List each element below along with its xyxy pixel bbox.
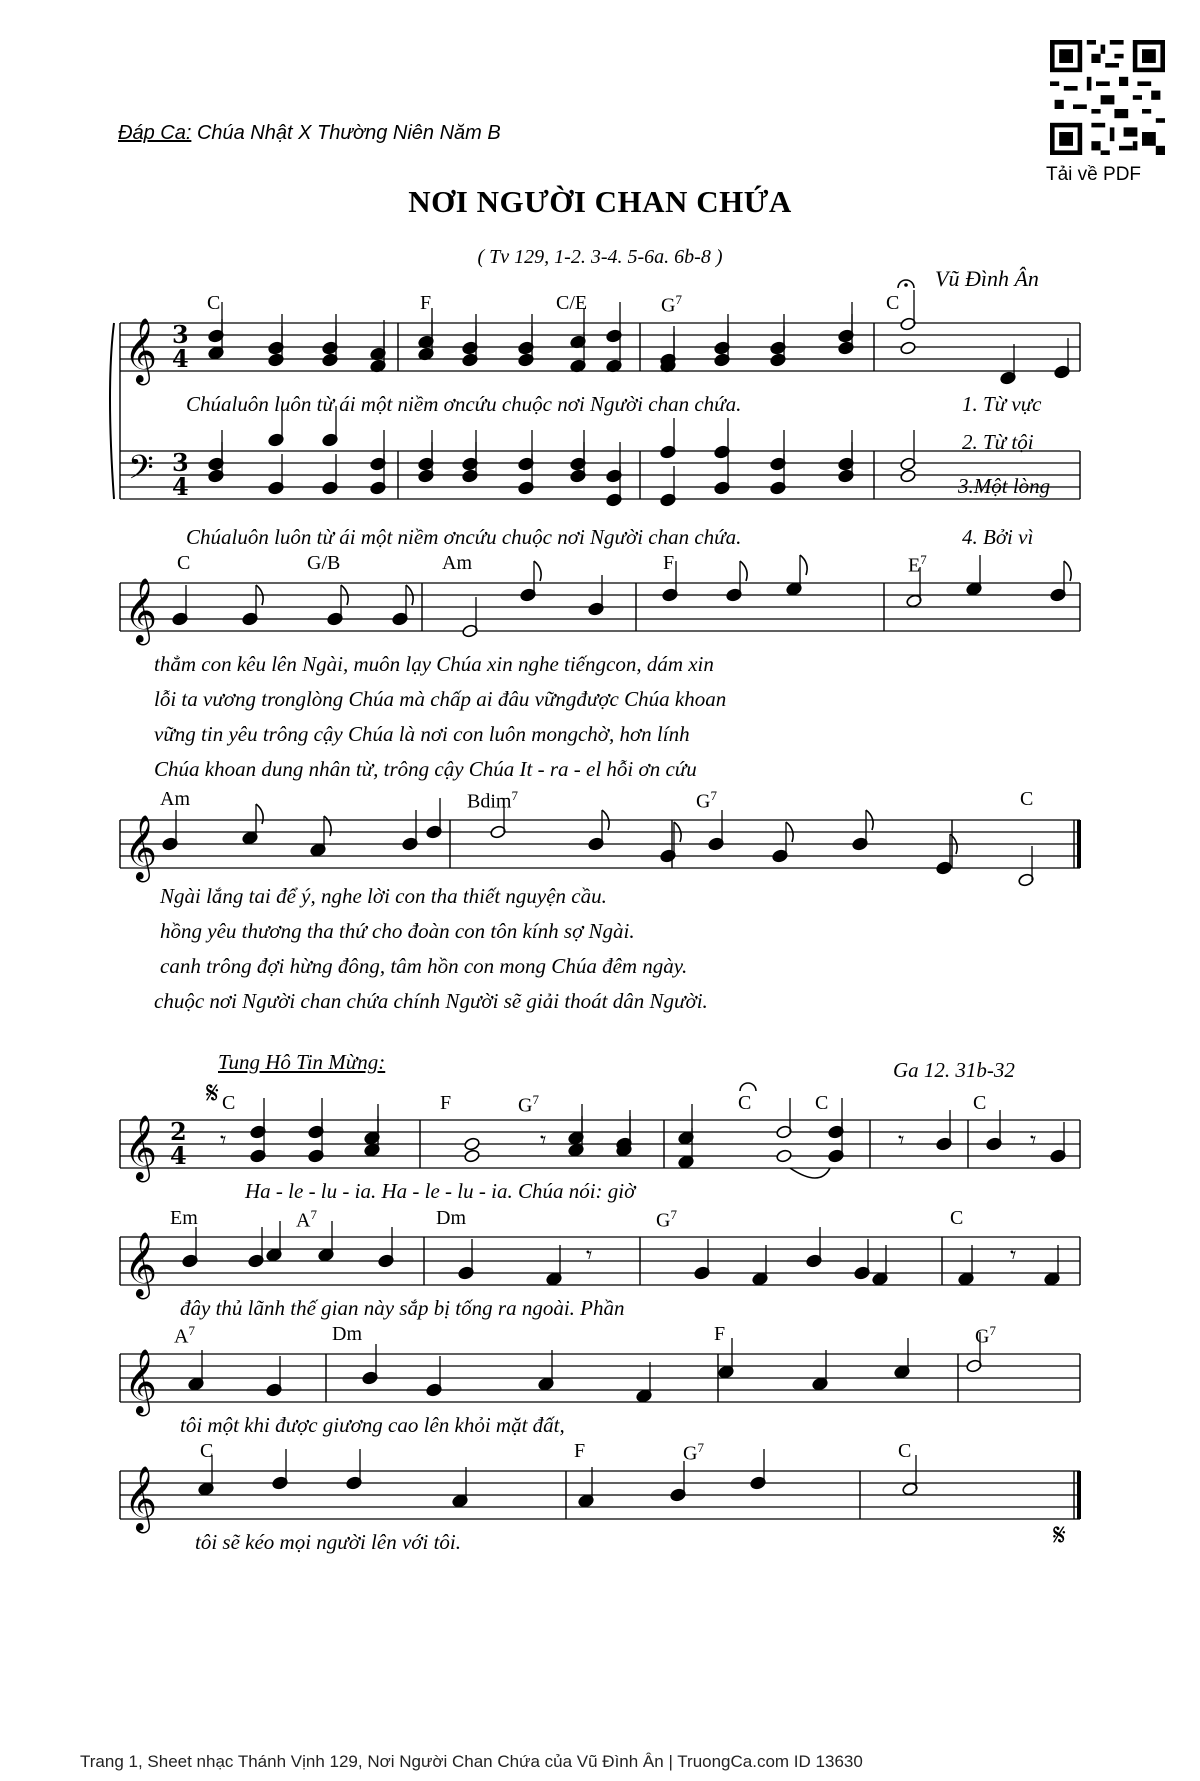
eighth-rest-icon: 𝄾 [220, 1126, 227, 1154]
subtitle-label: Đáp Ca: [118, 122, 192, 144]
treble-clef-icon: 𝄞 [124, 318, 158, 383]
segno-icon: 𝄋 [1053, 1518, 1066, 1553]
verse3-start: 3.Một lòng [958, 474, 1051, 498]
time-signature: 3 [172, 448, 189, 477]
system3-lyric-line: hồng yêu thương tha thứ cho đoàn con tôn kính sợ Ngài. [160, 919, 635, 943]
chord-symbol: $A^7$ [296, 1207, 317, 1232]
chord-symbol: $G^7$ [683, 1440, 704, 1465]
note-flag [1064, 561, 1071, 581]
verse4-start: 4. Bởi vì [962, 525, 1034, 549]
chord-symbol: F [663, 552, 675, 574]
chord-symbol: C [177, 552, 191, 574]
chord-symbol: Am [160, 788, 190, 810]
verse1-start: 1. Từ vực [962, 392, 1042, 416]
note-flag [800, 555, 807, 575]
gospel-system1-lyrics: Ha - le - lu - ia. Ha - le - lu - ia. Chúa nói: giờ [245, 1179, 636, 1203]
final-bar-line [1077, 1471, 1081, 1519]
system2-lyric-line: Chúa khoan dung nhân từ, trông cậy Chúa It - ra - el hỗi ơn cứu [154, 757, 697, 781]
time-signature: 2 [170, 1117, 187, 1146]
chord-symbol: Em [170, 1207, 198, 1229]
treble-clef-icon: 𝄞 [124, 1232, 158, 1297]
system3-lyric-line: Ngài lắng tai để ý, nghe lời con tha thiết nguyện cầu. [160, 884, 607, 908]
chord-symbol: F [440, 1092, 452, 1114]
chord-symbol: F [714, 1323, 726, 1345]
time-signature: 4 [170, 1141, 187, 1170]
system2-lyric-line: vững tin yêu trông cậy Chúa là nơi con luôn mongchờ, hơn lính [154, 722, 690, 746]
eighth-rest-icon: 𝄾 [540, 1126, 547, 1154]
chord-symbol: $G^7$ [518, 1092, 539, 1117]
chord-symbol: $G^7$ [975, 1323, 996, 1348]
chord-symbol: C [222, 1092, 236, 1114]
eighth-rest-icon: 𝄾 [586, 1241, 593, 1269]
treble-clef-icon: 𝄞 [124, 1349, 158, 1414]
note-head [464, 1137, 481, 1151]
chord-symbol: C [973, 1092, 987, 1114]
psalm-reference: ( Tv 129, 1-2. 3-4. 5-6a. 6b-8 ) [477, 246, 723, 268]
chord-symbol: G/B [307, 552, 341, 574]
system2-lyric-line: lỗi ta vương tronglòng Chúa mà chấp ai đâu vữngđược Chúa khoan [154, 687, 727, 711]
chord-symbol: $G^7$ [696, 788, 717, 813]
chord-symbol: F [420, 292, 432, 314]
gospel-system3-lyrics: tôi một khi được giương cao lên khỏi mặt đất, [180, 1413, 565, 1437]
verse2-start: 2. Từ tội [962, 430, 1034, 454]
time-signature: 3 [172, 320, 189, 349]
time-signature: 4 [172, 344, 189, 373]
chord-symbol: C [950, 1207, 964, 1229]
chord-symbol: C [898, 1440, 912, 1462]
note-flag [740, 561, 747, 581]
treble-clef-icon: 𝄞 [124, 1115, 158, 1180]
treble-clef-icon: 𝄞 [124, 1466, 158, 1531]
chord-symbol: $A^7$ [174, 1323, 195, 1348]
gospel-system4-lyrics: tôi sẽ kéo mọi người lên với tôi. [195, 1530, 461, 1554]
note-head [776, 1149, 793, 1163]
eighth-rest-icon: 𝄾 [1030, 1126, 1037, 1154]
gospel-system2-lyrics: đây thủ lãnh thế gian này sắp bị tống ra ngoài. Phần [180, 1296, 625, 1320]
chord-symbol: Dm [332, 1323, 362, 1345]
chord-symbol: C [200, 1440, 214, 1462]
chord-symbol: $E^7$ [908, 552, 927, 577]
bass-clef-icon: 𝄢 [128, 449, 154, 495]
song-title: NƠI NGƯỜI CHAN CHỨA [408, 184, 792, 219]
treble-clef-icon: 𝄞 [124, 578, 158, 643]
system1-treble-lyrics: Chúaluôn luôn từ ái một niềm ơncứu chuộc nơi Người chan chứa. [186, 392, 742, 416]
composer-name: Vũ Đình Ân [935, 266, 1039, 291]
download-pdf-link[interactable]: Tải về PDF [1046, 164, 1142, 185]
chord-symbol: Dm [436, 1207, 466, 1229]
chord-symbol: C [738, 1092, 752, 1114]
chord-symbol: C [886, 292, 900, 314]
subtitle-text: Chúa Nhật X Thường Niên Năm B [196, 122, 501, 144]
system1-bass-lyrics: Chúaluôn luôn từ ái một niềm ơncứu chuộc nơi Người chan chứa. [186, 525, 742, 549]
note-head [900, 469, 917, 483]
chord-symbol: F [574, 1440, 586, 1462]
chord-symbol: C [1020, 788, 1034, 810]
note-flag [534, 561, 541, 581]
fermata-icon [740, 1083, 756, 1091]
gospel-reference: Ga 12. 31b-32 [893, 1058, 1015, 1082]
system3-lyric-line: canh trông đợi hừng đông, tâm hồn con mong Chúa đêm ngày. [160, 954, 688, 978]
gospel-acclamation-label: Tung Hô Tin Mừng: [218, 1050, 386, 1074]
final-bar-line [1077, 820, 1081, 868]
page-footer: Trang 1, Sheet nhạc Thánh Vịnh 129, Nơi Người Chan Chứa của Vũ Đình Ân | TruongCa.com ID 13630 [80, 1752, 863, 1771]
note-head [464, 1149, 481, 1163]
chord-symbol: C [815, 1092, 829, 1114]
chord-symbol: Bdim$^7$ [467, 788, 518, 813]
chord-symbol: C/E [556, 292, 588, 314]
fermata-icon [904, 283, 908, 287]
chord-symbol: Am [442, 552, 472, 574]
system3-lyric-line: chuộc nơi Người chan chứa chính Người sẽ giải thoát dân Người. [154, 989, 708, 1013]
segno-icon: 𝄋 [206, 1076, 219, 1111]
note-head [900, 341, 917, 355]
tie-icon [790, 1168, 830, 1178]
chord-symbol: $G^7$ [661, 292, 682, 317]
eighth-rest-icon: 𝄾 [1010, 1241, 1017, 1269]
note-flag [324, 816, 331, 836]
chord-symbol: $G^7$ [656, 1207, 677, 1232]
system2-lyric-line: thẳm con kêu lên Ngài, muôn lạy Chúa xin nghe tiếngcon, dám xin [154, 652, 714, 676]
brace-icon [110, 323, 114, 499]
time-signature: 4 [172, 472, 189, 501]
chord-symbol: C [207, 292, 221, 314]
note-flag [256, 804, 263, 824]
eighth-rest-icon: 𝄾 [898, 1126, 905, 1154]
treble-clef-icon: 𝄞 [124, 815, 158, 880]
